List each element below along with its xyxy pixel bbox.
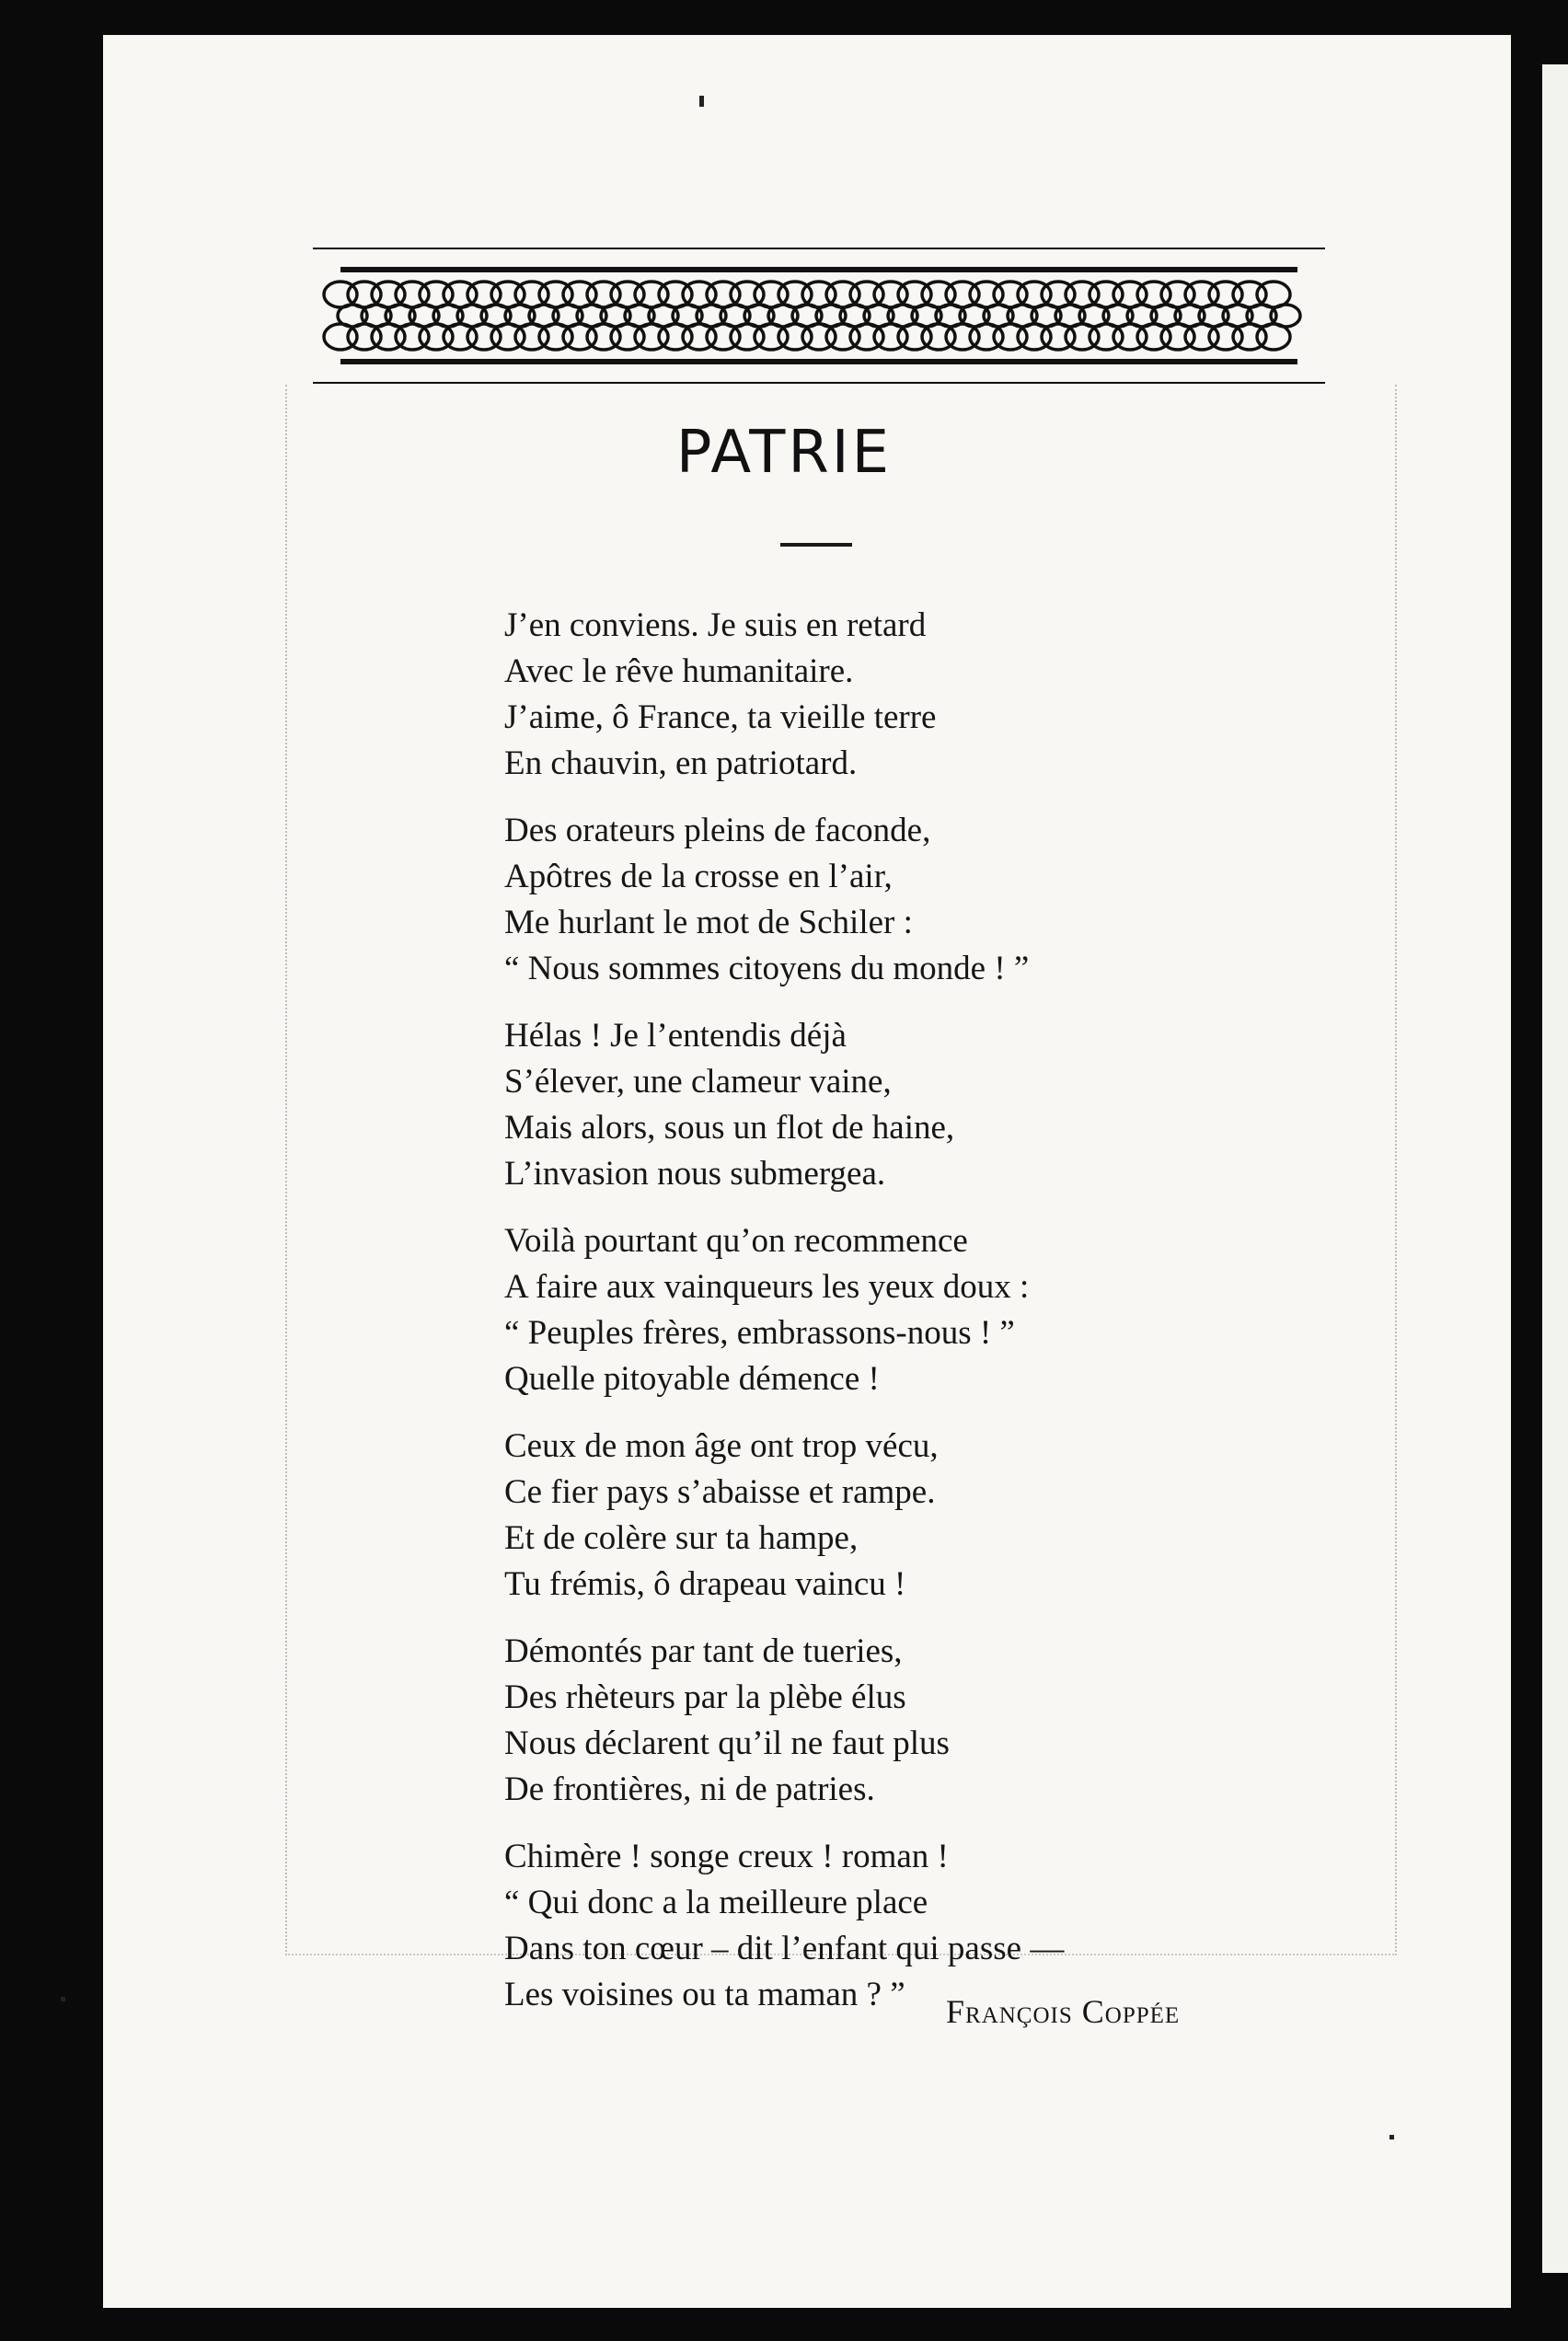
- scan-speck: [1389, 2135, 1394, 2139]
- stanza: [504, 1218, 1443, 1402]
- poem-line: De frontières, ni de patries.: [504, 1770, 875, 1808]
- author-signature: François Coppée: [946, 1993, 1181, 2030]
- poem-line: Des rhèteurs par la plèbe élus: [504, 1678, 906, 1716]
- poem-line: Avec le rêve humanitaire.: [504, 652, 854, 690]
- poem-line: Me hurlant le mot de Schiler :: [504, 904, 913, 941]
- poem-line: Tu frémis, ô drapeau vaincu !: [504, 1565, 906, 1603]
- poem-line: Chimère ! songe creux ! roman !: [504, 1838, 949, 1875]
- scan-speck: [699, 96, 704, 107]
- poem-line: Quelle pitoyable démence !: [504, 1360, 880, 1398]
- poem-line: “ Qui donc a la meilleure place: [504, 1884, 928, 1921]
- title-separator: [780, 543, 852, 547]
- ornament-loop: [1257, 324, 1290, 350]
- poem-body: [504, 603, 1443, 2039]
- poem-title: PATRIE: [675, 419, 893, 487]
- stanza: [504, 1424, 1443, 1608]
- poem-line: Voilà pourtant qu’on recommence: [504, 1222, 968, 1260]
- stanza: [504, 1629, 1443, 1813]
- poem-line: Apôtres de la crosse en l’air,: [504, 858, 893, 895]
- stanza: [504, 1013, 1443, 1197]
- stanza: [504, 808, 1443, 992]
- poem-line: Des orateurs pleins de faconde,: [504, 812, 931, 849]
- poem-line: L’invasion nous submergea.: [504, 1155, 886, 1193]
- poem-line: Nous déclarent qu’il ne faut plus: [504, 1724, 950, 1762]
- poem-line: J’en conviens. Je suis en retard: [504, 606, 927, 644]
- poem-line: Hélas ! Je l’entendis déjà: [504, 1017, 847, 1055]
- poem-line: Dans ton cœur – dit l’enfant qui passe —: [504, 1930, 1065, 1967]
- poem-line: “ Peuples frères, embrassons-nous ! ”: [504, 1314, 1015, 1352]
- poem-line: Ce fier pays s’abaisse et rampe.: [504, 1473, 936, 1511]
- poem-line: S’élever, une clameur vaine,: [504, 1063, 892, 1101]
- decorative-header-border: [313, 221, 1325, 390]
- poem-line: A faire aux vainqueurs les yeux doux :: [504, 1268, 1030, 1306]
- stanza: [504, 1834, 1443, 2018]
- poem-line: “ Nous sommes citoyens du monde ! ”: [504, 950, 1030, 987]
- poem-line: J’aime, ô France, ta vieille terre: [504, 698, 937, 736]
- poem-line: Les voisines ou ta maman ? ”: [504, 1976, 905, 2013]
- poem-line: Ceux de mon âge ont trop vécu,: [504, 1427, 939, 1465]
- adjacent-page-edge: [1542, 64, 1568, 2273]
- poem-line: Et de colère sur ta hampe,: [504, 1519, 859, 1557]
- poem-line: Mais alors, sous un flot de haine,: [504, 1109, 955, 1147]
- poem-line: En chauvin, en patriotard.: [504, 744, 858, 782]
- scan-speck: [61, 1997, 65, 2001]
- stanza: [504, 603, 1443, 787]
- poem-line: Démontés par tant de tueries,: [504, 1632, 903, 1670]
